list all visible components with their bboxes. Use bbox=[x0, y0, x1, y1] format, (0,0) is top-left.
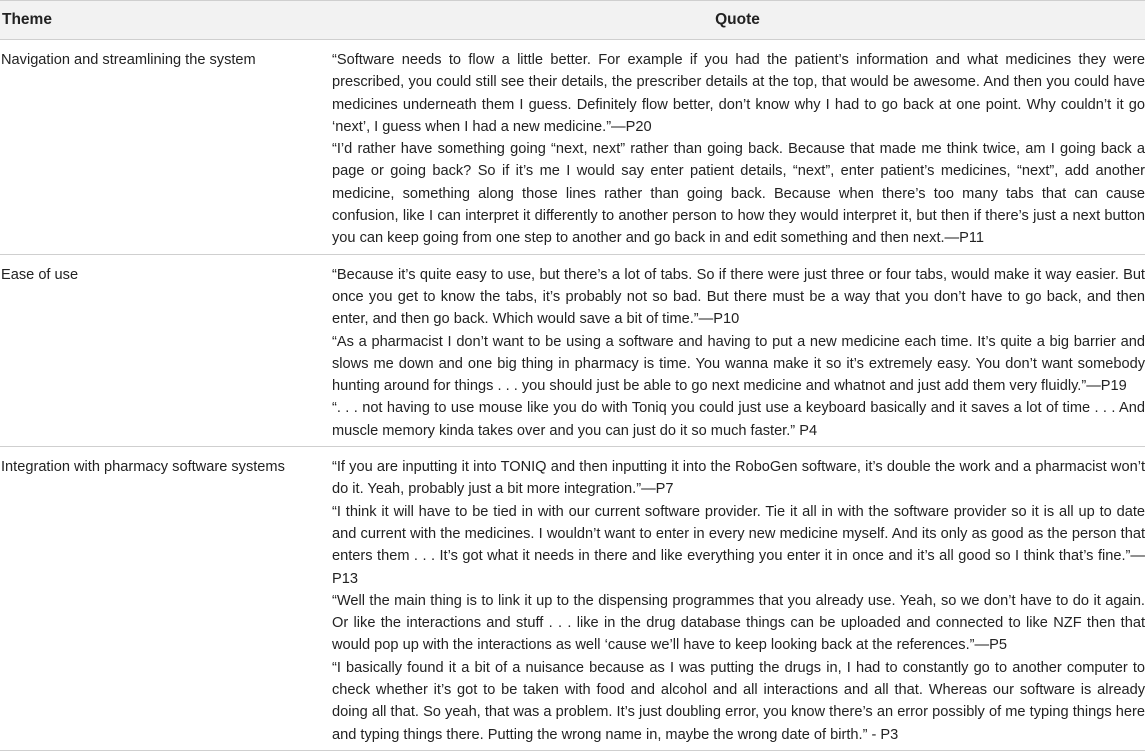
table-row bbox=[0, 254, 1145, 446]
theme-cell: Navigation and streamlining the system bbox=[0, 40, 330, 255]
table-header bbox=[0, 1, 1145, 40]
theme-cell: Ease of use bbox=[0, 254, 330, 446]
table-body bbox=[0, 40, 1145, 751]
quote-text: “Software needs to flow a little better. For example if you had the patient’s information and what medicines they were prescribed, you could still see their details, the prescriber details at the top, that would be awesome. And then you could have medicines underneath them I guess. Definitely flow better, don’t know why I had to go back at one point. Why couldn’t it go ‘next’, I guess when I had a new medicine.”—P20 bbox=[332, 52, 1145, 135]
quote-cell bbox=[330, 447, 1145, 751]
quote-text: “Because it’s quite easy to use, but there’s a lot of tabs. So if there were just three or four tabs, would make it way easier. But once you get to know the tabs, it’s probably not so bad. But there must be a way that you don’t have to go back, and then enter, and then go back. Which would save a bit of time.”—P10 bbox=[332, 266, 1145, 328]
table-row bbox=[0, 40, 1145, 255]
quote-text: “. . . not having to use mouse like you do with Toniq you could just use a keyboard basically and it saves a lot of time . . . And muscle memory kinda takes over and you can just do it so much faster.” P4 bbox=[332, 400, 1145, 439]
header-row bbox=[0, 1, 1145, 40]
quote-text: “I basically found it a bit of a nuisance because as I was putting the drugs in, I had to constantly go to another computer to check whether it’s got to be taken with food and alcohol and all interactions and all that. Whereas our software is already doing all that. So yeah, that was a problem. It’s just doubling error, you know there’s an error possibly of me typing things here and typing things there. Putting the wrong name in, maybe the wrong date of birth.” - P3 bbox=[332, 659, 1145, 743]
quote-text: “I think it will have to be tied in with our current software provider. Tie it all in with the software provider so it is all up to date and current with the medicines. I wouldn’t want to enter in every new medicine myself. And its only as good as the person that enters them . . . It’s got what it needs in there and like everything you enter it in once and it’s all good so I think that’s fine.”—P13 bbox=[332, 503, 1145, 587]
quote-text: “Well the main thing is to link it up to the dispensing programmes that you already use. Yeah, so we don’t have to do it again. Or like the interactions and stuff . . . like in the drug database things can be uploaded and connected to like NZF then that would pop up with the interactions as well ‘cause we’ll have to keep looking back at the references.”—P5 bbox=[332, 592, 1145, 654]
quote-cell bbox=[330, 40, 1145, 255]
header-theme: Theme bbox=[0, 1, 330, 40]
quote-cell bbox=[330, 254, 1145, 446]
theme-cell: Integration with pharmacy software systems bbox=[0, 447, 330, 751]
quote-text: “As a pharmacist I don’t want to be using a software and having to put a new medicine each time. It’s quite a big barrier and slows me down and one big thing in pharmacy is time. You wanna make it so it’s extremely easy. You don’t want somebody hunting around for things . . . you should just be able to go next medicine and whatnot and just add them very fluidly.”—P19 bbox=[332, 333, 1145, 395]
quote-text: “If you are inputting it into TONIQ and then inputting it into the RoboGen software, it’s double the work and a pharmacist won’t do it. Yeah, probably just a bit more integration.”—P7 bbox=[332, 459, 1145, 498]
quote-text: “I’d rather have something going “next, next” rather than going back. Because that made me think twice, am I going back a page or going back? So if it’s me I would say enter patient details, “next”, enter patient’s medicines, “next”, add another medicine, something along those lines rather than going back. Because when there’s too many tabs that can cause confusion, like I can interpret it differently to another person to how they would interpret it, but then if there’s just a next button you can keep going from one step to another and go back in and edit something and then next.—P11 bbox=[332, 141, 1145, 247]
header-quote: Quote bbox=[330, 1, 1145, 40]
table-row bbox=[0, 447, 1145, 751]
